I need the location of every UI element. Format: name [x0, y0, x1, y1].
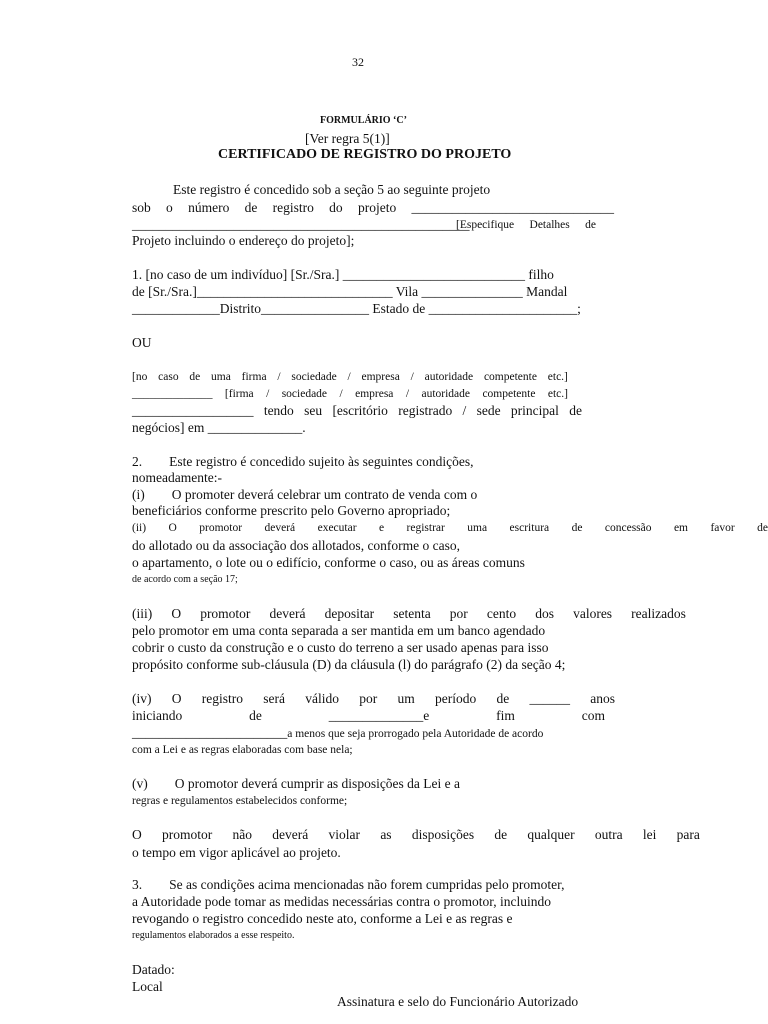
word: outra — [594, 827, 623, 842]
word: / — [339, 388, 343, 400]
word: favor — [710, 522, 735, 534]
section1-line-2: de [Sr./Sra.]_____________________________ Vila _______________ Mandal — [132, 284, 568, 299]
word: / — [410, 371, 414, 383]
word: Detalhes — [529, 219, 570, 231]
intro-line-4: Projeto incluindo o endereço do projeto]; — [132, 233, 355, 248]
word: ______________e — [328, 708, 430, 723]
clause-v-line-2: regras e regulamentos estabelecidos conforme; — [132, 795, 348, 807]
intro-line-3-text — [456, 217, 596, 233]
clause-ii-line-2: do allotado ou da associação dos allotados, conforme o caso, — [132, 538, 461, 553]
word: válido — [305, 691, 339, 706]
word: de — [249, 708, 262, 723]
word: sociedade — [291, 371, 337, 383]
word: uma — [467, 522, 488, 534]
firm-line-3 — [132, 403, 582, 419]
word: deverá — [269, 606, 306, 621]
word: de — [569, 403, 582, 418]
page-number: 32 — [352, 55, 364, 69]
violation-line-1 — [132, 827, 700, 843]
word: de — [757, 522, 768, 534]
word: de — [496, 691, 510, 706]
word: lei — [642, 827, 657, 842]
signature-label: Assinatura e selo do Funcionário Autorizado — [337, 994, 579, 1009]
clause-iv-line-1 — [132, 691, 615, 707]
word: competente — [482, 388, 536, 400]
section1-line-1: 1. [no caso de um indivíduo] [Sr./Sra.] ___________________________ filho — [132, 267, 554, 282]
word: concessão — [604, 522, 652, 534]
word: registrar — [406, 522, 445, 534]
word: projeto — [357, 200, 397, 215]
section2-line-1: 2. Este registro é concedido sujeito às seguintes condições, — [132, 454, 474, 469]
word: de — [244, 200, 258, 215]
word: um — [397, 691, 415, 706]
clause-iii-line-2: pelo promotor em uma conta separada a ser mantida em um banco agendado — [132, 623, 546, 638]
word: etc.] — [547, 388, 568, 400]
section3-line-3: revogando o registro concedido neste ato, conforme a Lei e as regras e — [132, 911, 513, 926]
word: setenta — [393, 606, 431, 621]
clause-ii-line-3: o apartamento, o lote ou o edifício, conforme o caso, ou as áreas comuns — [132, 555, 525, 570]
word: [no — [132, 371, 148, 383]
word: violar — [328, 827, 361, 842]
clause-ii-line-1 — [132, 520, 768, 536]
section2-line-2: nomeadamente:- — [132, 470, 222, 485]
fill-blank: ______ — [529, 691, 570, 706]
word: e — [378, 522, 385, 534]
word: caso — [158, 371, 179, 383]
word: promotor — [162, 827, 213, 842]
word: em — [673, 522, 688, 534]
word: tendo — [263, 403, 294, 418]
word: [escritório — [332, 403, 388, 418]
word: [firma — [224, 388, 254, 400]
place-label: Local — [132, 979, 163, 994]
word: autoridade — [421, 388, 471, 400]
word: escritura — [509, 522, 550, 534]
word: cento — [486, 606, 517, 621]
intro-line-3-blank: __________________________________________________ — [132, 217, 470, 232]
word: empresa — [361, 371, 400, 383]
word: registro — [272, 200, 314, 215]
intro-line-1: Este registro é concedido sob a seção 5 ao seguinte projeto — [173, 182, 491, 197]
certificate-title: CERTIFICADO DE REGISTRO DO PROJETO — [218, 147, 512, 162]
word: registro — [201, 691, 243, 706]
word: fim — [496, 708, 515, 723]
word: de — [494, 827, 508, 842]
section3-line-2: a Autoridade pode tomar as medidas necessárias contra o promotor, incluindo — [132, 894, 551, 909]
word: período — [435, 691, 477, 706]
word: firma — [241, 371, 267, 383]
rule-reference: [Ver regra 5(1)] — [305, 131, 390, 146]
word: realizados — [631, 606, 686, 621]
word: O — [132, 827, 142, 842]
word: disposições — [411, 827, 475, 842]
word: (iii) — [132, 606, 153, 621]
clause-ii-line-4: de acordo com a seção 17; — [132, 574, 238, 585]
word: etc.] — [547, 371, 568, 383]
firm-line-2 — [132, 386, 568, 402]
word: / — [347, 371, 351, 383]
firm-line-1 — [132, 369, 568, 385]
fill-blank: __________________ — [132, 403, 254, 418]
word: O — [171, 606, 182, 621]
word: empresa — [355, 388, 394, 400]
word: autoridade — [424, 371, 474, 383]
word: dos — [535, 606, 554, 621]
clause-i-line-1: (i) O promoter deverá celebrar um contrato de venda com o — [132, 487, 478, 502]
word: iniciando — [132, 708, 183, 723]
firm-line-4: negócios] em ______________. — [132, 420, 306, 435]
word: depositar — [324, 606, 375, 621]
word: de — [189, 371, 201, 383]
word: valores — [573, 606, 613, 621]
word: do — [329, 200, 343, 215]
word: será — [263, 691, 285, 706]
fill-blank: _______________________ — [132, 725, 288, 740]
clause-iii-line-1 — [132, 606, 686, 622]
dated-label: Datado: — [132, 962, 175, 977]
section3-line-1: 3. Se as condições acima mencionadas não forem cumpridas pelo promoter, — [132, 877, 565, 892]
clause-iv-line-4: com a Lei e as regras elaboradas com base nela; — [132, 744, 353, 756]
word: executar — [317, 522, 357, 534]
clause-iii-line-3: cobrir o custo da construção e o custo do terreno a ser usado apenas para isso — [132, 640, 549, 655]
intro-line-2 — [132, 200, 614, 216]
clause-iii-line-4: propósito conforme sub-cláusula (D) da cláusula (l) do parágrafo (2) da seção 4; — [132, 657, 566, 672]
word: anos — [590, 691, 615, 706]
word: sob — [132, 200, 151, 215]
section1-line-3: _____________Distrito________________ Estado de ______________________; — [132, 301, 581, 316]
word: registrado — [398, 403, 453, 418]
word: para — [676, 827, 700, 842]
clause-iv-line-3 — [132, 725, 543, 742]
clause-v-line-1: (v) O promotor deverá cumprir as disposições da Lei e a — [132, 776, 461, 791]
or-separator: OU — [132, 335, 152, 350]
word: seu — [304, 403, 323, 418]
fill-blank: ______________________________ — [411, 200, 614, 215]
word: principal — [510, 403, 559, 418]
clause-i-line-2: beneficiários conforme prescrito pelo Governo apropriado; — [132, 503, 451, 518]
word: deverá — [272, 827, 309, 842]
clause-iv-line-3-text: a menos que seja prorrogado pela Autoridade de acordo — [287, 728, 544, 740]
word: (iv) — [132, 691, 152, 706]
fill-blank: ______________ — [132, 388, 213, 400]
word: promotor — [199, 522, 243, 534]
word: O — [171, 691, 182, 706]
word: qualquer — [527, 827, 575, 842]
clause-iv-line-2 — [132, 708, 605, 724]
word: (ii) — [132, 522, 147, 534]
word: deverá — [264, 522, 296, 534]
violation-line-2: o tempo em vigor aplicável ao projeto. — [132, 845, 341, 860]
word: o — [166, 200, 173, 215]
word: / — [277, 371, 281, 383]
form-label: FORMULÁRIO ‘C’ — [320, 115, 407, 126]
word: / — [462, 403, 467, 418]
word: as — [380, 827, 392, 842]
word: uma — [211, 371, 231, 383]
word: por — [359, 691, 378, 706]
word: sociedade — [281, 388, 328, 400]
section3-line-4: regulamentos elaborados a esse respeito. — [132, 930, 295, 941]
word: promotor — [200, 606, 251, 621]
word: [Especifique — [456, 219, 515, 231]
word: número — [188, 200, 230, 215]
word: com — [581, 708, 605, 723]
word: O — [168, 522, 177, 534]
word: de — [571, 522, 583, 534]
word: de — [585, 219, 596, 231]
word: / — [405, 388, 410, 400]
word: por — [449, 606, 468, 621]
word: / — [266, 388, 270, 400]
word: competente — [483, 371, 537, 383]
word: não — [232, 827, 253, 842]
word: sede — [476, 403, 501, 418]
